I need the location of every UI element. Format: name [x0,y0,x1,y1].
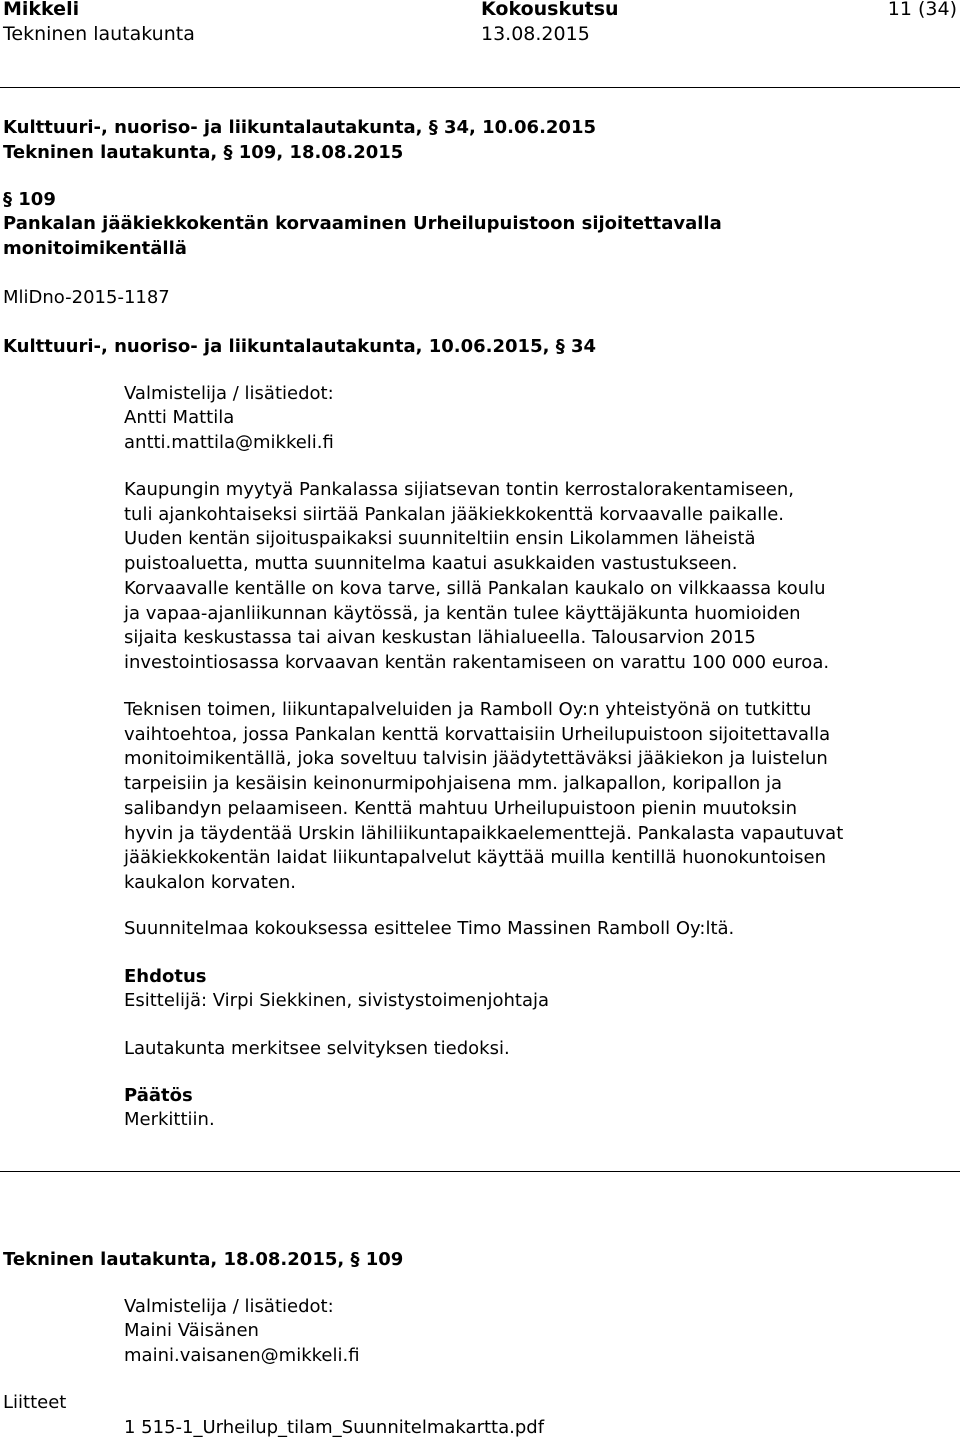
preparer-name: Antti Mattila [124,407,235,428]
paragraph-line: monitoimikentällä, joka soveltuu talvisin jäädytettäväksi jääkiekon ja luistelun [124,748,828,770]
body-paragraph [124,478,829,676]
municipality-name: Mikkeli [3,0,80,20]
paragraph-line: sijaita keskustassa tai aivan keskustan lähialueella. Talousarvion 2015 [124,627,756,649]
diary-number: MliDno-2015-1187 [3,287,170,308]
paragraph-line: Korvaavalle kentälle on kova tarve, sillä Pankalan kaukalo on vilkkaassa koulu [124,577,826,599]
proposal-heading: Ehdotus [124,966,207,987]
paragraph-line: Uuden kentän sijoituspaikaksi suunniteltiin ensin Likolammen läheistä [124,528,756,550]
board-name: Tekninen lautakunta [3,23,195,45]
item-number: § 109 [3,189,56,210]
preparer-label: Valmistelija / lisätiedot: [124,383,334,404]
paragraph-line: kaukalon korvaten. [124,871,296,893]
attachment-link[interactable]: 1 515-1_Urheilup_tilam_Suunnitelmakartta.pdf [124,1417,545,1438]
paragraph-line: Kaupungin myytyä Pankalassa sijiatsevan tontin kerrostalorakentamiseen, [124,479,794,500]
paragraph-line: salibandyn pelaamiseen. Kenttä mahtuu Urheilupuistoon pienin muutoksin [124,797,798,819]
header-divider [0,87,960,88]
paragraph-line: jääkiekkokentän laidat liikuntapalvelut käyttää muilla kentillä huonokuntoisen [124,847,827,869]
paragraph-line: vaihtoehtoa, jossa Pankalan kenttä korvattaisiin Urheilupuistoon sijoitettavalla [124,723,831,745]
reference-line: Tekninen lautakunta, § 109, 18.08.2015 [3,142,404,163]
meeting-date: 13.08.2015 [481,23,590,45]
paragraph-line: Teknisen toimen, liikuntapalveluiden ja Ramboll Oy:n yhteistyönä on tutkittu [124,699,812,720]
paragraph-line: tuli ajankohtaiseksi siirtää Pankalan jääkiekkokenttä korvaavalle paikalle. [124,503,785,525]
paragraph-line: ja vapaa-ajanliikunnan käytössä, ja kentän tulee käyttäjäkunta huomioiden [124,602,801,624]
item-title-line: monitoimikentällä [3,238,187,259]
preparer-email: maini.vaisanen@mikkeli.fi [124,1345,360,1366]
presentation-note: Suunnitelmaa kokouksessa esittelee Timo Massinen Ramboll Oy:ltä. [124,918,735,939]
decision-text: Merkittiin. [124,1109,215,1130]
paragraph-line: investointiosassa korvaavan kentän rakentamiseen on varattu 100 000 euroa. [124,651,830,673]
reference-line: Kulttuuri-, nuoriso- ja liikuntalautakunta, § 34, 10.06.2015 [3,117,597,138]
item-title-line: Pankalan jääkiekkokentän korvaaminen Urheilupuistoon sijoitettavalla [3,213,722,234]
presenter: Esittelijä: Virpi Siekkinen, sivistystoimenjohtaja [124,990,550,1011]
section-divider [0,1171,960,1172]
document-type: Kokouskutsu [481,0,619,20]
preparer-name: Maini Väisänen [124,1320,259,1341]
preparer-label: Valmistelija / lisätiedot: [124,1296,334,1317]
paragraph-line: hyvin ja täydentää Urskin lähiliikuntapaikkaelementtejä. Pankalasta vapautuvat [124,822,844,844]
section-heading: Tekninen lautakunta, 18.08.2015, § 109 [3,1249,404,1270]
preparer-email: antti.mattila@mikkeli.fi [124,432,334,453]
decision-heading: Päätös [124,1085,193,1106]
paragraph-line: tarpeisiin ja kesäisin keinonurmipohjaisena mm. jalkapallon, koripallon ja [124,773,783,795]
proposal-text: Lautakunta merkitsee selvityksen tiedoksi. [124,1038,510,1059]
page-number: 11 (34) [887,0,957,20]
attachments-label: Liitteet [3,1392,67,1413]
section-heading: Kulttuuri-, nuoriso- ja liikuntalautakunta, 10.06.2015, § 34 [3,336,597,357]
body-paragraph [124,698,843,896]
paragraph-line: puistoaluetta, mutta suunnitelma kaatui asukkaiden vastustukseen. [124,553,738,575]
